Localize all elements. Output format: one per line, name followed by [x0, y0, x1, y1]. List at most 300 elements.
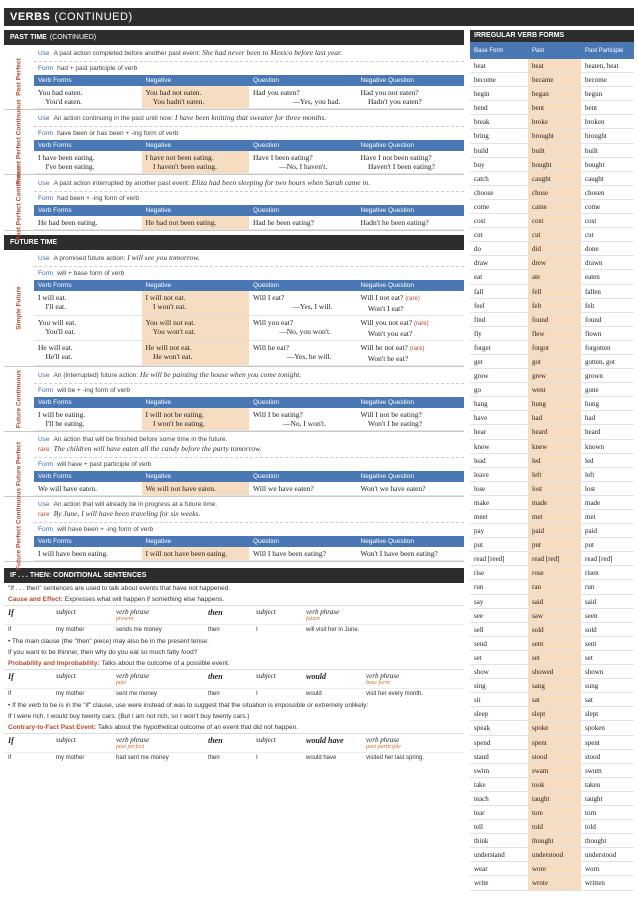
- past-form: fell: [528, 285, 581, 298]
- past-participle: run: [585, 583, 595, 592]
- conditional-example-row: [4, 688, 464, 700]
- tense-form: [34, 266, 464, 280]
- tense-name: Past Perfect Continuous: [15, 164, 23, 241]
- verb-forms-col: Question: [253, 282, 280, 289]
- base-form: take: [474, 780, 486, 789]
- base-form: bend: [474, 104, 488, 113]
- right-column: [470, 30, 634, 891]
- example-cell: Have I not been eating? Haven't I been eating?: [360, 153, 435, 171]
- form-label: Form: [38, 526, 54, 533]
- conditional-header-text: would: [306, 672, 327, 681]
- conditional-header-cell: [252, 736, 302, 750]
- past-form: came: [528, 200, 581, 213]
- past-participle: understood: [585, 851, 617, 860]
- rare-tag: (rare): [405, 296, 420, 302]
- past-form: sat: [528, 693, 581, 706]
- verb-forms-header: [34, 397, 464, 408]
- past-participle: grown: [585, 372, 603, 381]
- past-participle: thought: [585, 837, 607, 846]
- verb-forms-col: Question: [253, 207, 280, 214]
- tense-use: [34, 250, 464, 266]
- conditional-example-cell: If: [8, 755, 12, 761]
- past-form: bought: [528, 158, 581, 171]
- base-form: wear: [474, 865, 488, 874]
- base-form: hear: [474, 428, 487, 437]
- base-form: sell: [474, 625, 484, 634]
- verb-forms-col: Question: [253, 399, 280, 406]
- past-form: ate: [528, 270, 581, 283]
- tense-name: Past Perfect: [15, 58, 23, 96]
- base-form: tell: [474, 823, 483, 832]
- past-form: lost: [528, 482, 581, 495]
- example-cell: He will not eat. He won't eat.: [142, 341, 250, 365]
- tense-body: [34, 250, 464, 366]
- past-form: drew: [528, 256, 581, 269]
- use-label: Use: [38, 50, 50, 57]
- use-text: A past action interrupted by another past event:: [53, 180, 190, 187]
- base-form: speak: [474, 724, 490, 733]
- tense-use: [34, 110, 464, 126]
- past-participle: fallen: [585, 287, 601, 296]
- cause-note-example: If you want to be thinner, then why do you eat so much fatty food?: [8, 649, 198, 656]
- conditional-header-cell: [204, 736, 252, 750]
- conditional-header-text: verb phrase: [116, 672, 150, 680]
- past-participle: known: [585, 442, 605, 451]
- conditional-example-cell: will visit her in June.: [306, 627, 360, 633]
- use-text: An action continuing in the past until now:: [53, 115, 174, 122]
- conditional-example-cell: If: [8, 691, 12, 697]
- base-form: lose: [474, 484, 486, 493]
- past-form: paid: [528, 524, 581, 537]
- form-label: Form: [38, 387, 54, 394]
- base-form: find: [474, 315, 486, 324]
- tense-form: [34, 383, 464, 397]
- past-participle: brought: [585, 132, 607, 141]
- conditional-example-cell: I: [256, 627, 258, 633]
- conditional-example-cell: If: [8, 627, 12, 633]
- example-cell: I have been eating. I've been eating.: [38, 153, 95, 171]
- use-example: I have been knitting that sweater for three months.: [174, 113, 327, 122]
- verb-forms-col: Negative: [145, 142, 172, 149]
- past-participle: heard: [585, 428, 601, 437]
- example-text: Will you not eat?: [360, 318, 414, 327]
- form-text: will + base form of verb: [57, 270, 125, 277]
- past-form: read [red]: [528, 552, 581, 565]
- tense-use: [34, 45, 464, 61]
- example-row: [34, 482, 464, 496]
- tense-body: [34, 367, 464, 431]
- past-participle: read [red]: [585, 555, 613, 564]
- irregular-verb-row: [470, 144, 634, 158]
- use-text: An action that will be finished before some time in the future.: [53, 436, 228, 443]
- tense-body: [34, 497, 464, 561]
- past-participle: felt: [585, 301, 595, 310]
- irregular-verb-row: [470, 129, 634, 143]
- conditional-header-text: verb phrase: [306, 608, 340, 616]
- base-form: fall: [474, 287, 484, 296]
- past-form: bent: [528, 101, 581, 114]
- base-form: buy: [474, 160, 485, 169]
- irregular-verb-row: [470, 792, 634, 806]
- use-example: She had never been to Mexico before last year.: [202, 48, 342, 57]
- irregular-verb-row: [470, 707, 634, 721]
- page-title: VERBS: [10, 11, 51, 23]
- use-example: He will be painting the house when you come tonight.: [139, 370, 302, 379]
- base-form: become: [474, 76, 496, 85]
- conditional-header-cell: [302, 672, 362, 686]
- conditional-header-text: then: [208, 672, 223, 681]
- base-form: cut: [474, 231, 483, 240]
- past-form: swam: [528, 764, 581, 777]
- col-past: Past: [532, 47, 545, 54]
- irregular-verb-row: [470, 736, 634, 750]
- conditional-header-sub: past: [116, 680, 127, 686]
- example-cell: I will eat. I'll eat.: [38, 293, 67, 311]
- conditional-header-cell: [4, 672, 52, 686]
- cause-effect-table: [4, 605, 464, 636]
- irregular-verb-row: [470, 721, 634, 735]
- base-form: break: [474, 118, 490, 127]
- irregular-verb-row: [470, 482, 634, 496]
- example-cell: You had eaten. You'd eaten.: [38, 88, 83, 106]
- example-cell: Won't we have eaten?: [360, 484, 426, 493]
- irregular-verb-row: [470, 214, 634, 228]
- base-form: forget: [474, 343, 491, 352]
- tense-use: [34, 432, 464, 457]
- form-text: will be + -ing form of verb: [57, 387, 130, 394]
- cause-effect-text: Expresses what will happen if something else happens.: [64, 596, 225, 603]
- conditional-example-cell: visit her every month.: [366, 691, 424, 697]
- base-form: send: [474, 639, 487, 648]
- irregular-verb-row: [470, 158, 634, 172]
- probability-table: [4, 669, 464, 700]
- past-form: got: [528, 355, 581, 368]
- conditional-example-cell: sent me money: [116, 691, 158, 697]
- use-label: Use: [38, 501, 50, 508]
- irregular-verb-row: [470, 834, 634, 848]
- example-cell: You will not eat. You won't eat.: [142, 316, 250, 340]
- conditional-example-cell: would: [306, 691, 322, 697]
- past-participle: put: [585, 541, 594, 550]
- verb-forms-col: Verb Forms: [38, 142, 72, 149]
- conditional-header-text: subject: [56, 672, 76, 680]
- example-cell: I will be eating. I'll be eating.: [38, 410, 86, 428]
- example-cell: Will I not be eating? Won't I be eating?: [360, 410, 423, 428]
- irregular-verb-row: [470, 862, 634, 876]
- tense-use: [34, 497, 464, 522]
- past-form: sent: [528, 637, 581, 650]
- form-text: will have been + -ing form of verb: [57, 526, 154, 533]
- verb-forms-col: Negative Question: [360, 142, 414, 149]
- conditional-header: [4, 568, 464, 583]
- base-form: meet: [474, 513, 488, 521]
- tense-name: Future Perfect Continuous: [15, 488, 23, 570]
- conditional-header-cell: [52, 608, 112, 622]
- past-form: set: [528, 651, 581, 664]
- base-form: write: [474, 879, 489, 888]
- base-form: swim: [474, 766, 490, 775]
- example-cell: He had been eating.: [38, 218, 98, 227]
- past-time-sub: (CONTINUED): [49, 34, 97, 41]
- base-form: rise: [474, 569, 485, 578]
- verb-forms-col: Negative Question: [360, 282, 414, 289]
- example-cell: Hadn't he been eating?: [360, 218, 429, 227]
- verb-forms-col: Question: [253, 538, 280, 545]
- example-cell: Had you eaten? —Yes, you had.: [253, 88, 341, 106]
- past-form: spent: [528, 736, 581, 749]
- form-label: Form: [38, 270, 54, 277]
- irregular-verb-row: [470, 806, 634, 820]
- irregular-verb-row: [470, 242, 634, 256]
- rare-tag: rare: [38, 511, 50, 518]
- verb-forms-col: Negative: [145, 207, 172, 214]
- example-cell: We will have eaten.: [38, 484, 97, 493]
- conditional-header-sub: future: [306, 616, 321, 622]
- irregular-verb-row: [470, 468, 634, 482]
- page-title-sub: (CONTINUED): [54, 11, 133, 23]
- conditional-header-text: then: [208, 608, 223, 617]
- irregular-verb-row: [470, 115, 634, 129]
- past-participle: risen: [585, 569, 599, 578]
- past-form: grew: [528, 369, 581, 382]
- contrary-title: Contrary-to-Fact Past Event:: [8, 724, 97, 731]
- past-form: sang: [528, 679, 581, 692]
- tense-name: Future Continuous: [15, 369, 23, 429]
- irregular-verb-row: [470, 595, 634, 609]
- verb-forms-header: [34, 536, 464, 547]
- tense-side-label: [4, 367, 34, 431]
- example-text: Won't I eat?: [367, 304, 404, 313]
- past-form: stood: [528, 750, 581, 763]
- base-form: make: [474, 498, 490, 507]
- form-label: Form: [38, 461, 54, 468]
- example-cell: Had he been eating?: [253, 218, 315, 227]
- rare-tag: (rare): [413, 321, 429, 327]
- example-row: [34, 547, 464, 561]
- base-form: cost: [474, 217, 486, 226]
- tense-block: [4, 367, 464, 432]
- past-form: slept: [528, 707, 581, 720]
- example-cell: Won't I have been eating?: [360, 549, 438, 558]
- past-participle: eaten: [585, 273, 600, 282]
- past-form: spoke: [528, 721, 581, 734]
- verb-forms-col: Negative Question: [360, 207, 414, 214]
- past-participle: written: [585, 879, 605, 888]
- past-participle: flown: [585, 329, 602, 338]
- past-participle: become: [585, 76, 607, 85]
- past-form: had: [528, 411, 581, 424]
- conditional-example-cell: my mother: [56, 691, 85, 697]
- past-participle: shown: [585, 668, 604, 677]
- past-participle: swum: [585, 766, 602, 775]
- example-text: Will he not eat?: [360, 343, 410, 352]
- conditional-section: [4, 568, 464, 764]
- irregular-verb-row: [470, 397, 634, 411]
- past-form: knew: [528, 440, 581, 453]
- past-form: saw: [528, 609, 581, 622]
- page-title-bar: [4, 8, 634, 26]
- probability-title: Probability and Improbability:: [8, 660, 100, 667]
- irregular-verb-row: [470, 172, 634, 186]
- example-cell: [357, 341, 465, 365]
- conditional-example-row: [4, 752, 464, 764]
- tense-side-label: [4, 250, 34, 366]
- past-participle: gone: [585, 386, 599, 395]
- irregular-verbs-rows: [470, 59, 634, 891]
- conditional-example-cell: then: [208, 755, 220, 761]
- base-form: set: [474, 653, 482, 662]
- past-participle: led: [585, 456, 594, 465]
- verb-forms-header: [34, 205, 464, 216]
- verb-forms-col: Negative: [145, 282, 172, 289]
- probability-note-example: If I were rich, I would buy twenty cars. (But I am not rich, so I won't buy twenty cars.): [8, 713, 250, 720]
- example-cell: Will I be eating? —No, I won't.: [253, 410, 327, 428]
- irregular-verb-row: [470, 186, 634, 200]
- example-row: [34, 86, 464, 109]
- past-form: chose: [528, 186, 581, 199]
- conditional-intro: "If . . . then" sentences are used to talk about events that have not happened.: [8, 585, 231, 592]
- past-form: began: [528, 87, 581, 100]
- verb-forms-col: Negative: [145, 473, 172, 480]
- conditional-example-cell: I: [256, 691, 258, 697]
- conditional-header-cell: [112, 736, 204, 750]
- base-form: say: [474, 597, 484, 606]
- conditional-header-text: verb phrase: [366, 672, 400, 680]
- example-cell: Will I have been eating?: [253, 549, 326, 558]
- past-form: led: [528, 454, 581, 467]
- irregular-verb-row: [470, 355, 634, 369]
- irregular-verb-row: [470, 538, 634, 552]
- past-form: met: [528, 510, 581, 523]
- example-row: [34, 316, 464, 341]
- tense-side-label: [4, 432, 34, 496]
- base-form: lead: [474, 456, 486, 465]
- future-time-header: [4, 235, 464, 250]
- conditional-example-cell: then: [208, 691, 220, 697]
- past-form: ran: [528, 580, 581, 593]
- base-form: begin: [474, 90, 490, 99]
- irregular-verb-row: [470, 524, 634, 538]
- example-cell: Had you not eaten? Hadn't you eaten?: [360, 88, 422, 106]
- use-label: Use: [38, 372, 50, 379]
- conditional-example-cell: would have: [306, 755, 337, 761]
- use-example: Eliza had been sleeping for two hours when Sarah came in.: [191, 178, 371, 187]
- base-form: eat: [474, 273, 483, 282]
- conditional-header-cell: [4, 608, 52, 622]
- past-participle: come: [585, 202, 601, 211]
- conditional-header-cell: [112, 672, 204, 686]
- base-form: build: [474, 146, 489, 155]
- use-label: Use: [38, 436, 50, 443]
- verb-forms-col: Question: [253, 142, 280, 149]
- past-participle: sent: [585, 639, 597, 648]
- verb-forms-col: Verb Forms: [38, 538, 72, 545]
- base-form: have: [474, 414, 488, 423]
- conditional-header-cell: [4, 736, 52, 750]
- past-participle: hung: [585, 400, 599, 409]
- base-form: leave: [474, 470, 489, 479]
- example-cell: We will not have eaten.: [142, 482, 250, 495]
- tense-form: [34, 191, 464, 205]
- tense-block: [4, 432, 464, 497]
- past-participle: gotten, got: [585, 357, 615, 366]
- past-form: taught: [528, 792, 581, 805]
- example-text: Won't you eat?: [367, 329, 413, 338]
- conditional-header-row: [4, 669, 464, 688]
- irregular-verb-row: [470, 383, 634, 397]
- tense-block: [4, 164, 464, 241]
- verb-forms-col: Verb Forms: [38, 77, 72, 84]
- base-form: think: [474, 837, 489, 846]
- irregular-verb-row: [470, 440, 634, 454]
- past-participle: lost: [585, 484, 596, 493]
- base-form: catch: [474, 174, 489, 183]
- past-participle: taken: [585, 780, 601, 789]
- past-form: became: [528, 73, 581, 86]
- conditional-header-text: verb phrase: [366, 736, 400, 744]
- conditional-header-cell: [112, 608, 204, 622]
- example-cell: Will you eat? —No, you won't.: [253, 318, 332, 336]
- past-participle: cut: [585, 231, 594, 240]
- tense-block: [4, 45, 464, 110]
- past-participle: said: [585, 597, 597, 606]
- conditional-header-text: If: [8, 736, 14, 745]
- past-participle: bent: [585, 104, 598, 113]
- past-participle: made: [585, 498, 601, 507]
- irregular-verb-row: [470, 764, 634, 778]
- irregular-verb-row: [470, 270, 634, 284]
- irregular-verb-row: [470, 228, 634, 242]
- past-form: wore: [528, 862, 581, 875]
- past-form: beat: [528, 59, 581, 72]
- past-form: heard: [528, 425, 581, 438]
- past-form: flew: [528, 327, 581, 340]
- use-label: Use: [38, 180, 50, 187]
- rare-tag: (rare): [409, 346, 425, 352]
- tense-name: Present Perfect Continuous: [15, 99, 23, 185]
- conditional-header-text: subject: [56, 736, 76, 744]
- irregular-verb-row: [470, 566, 634, 580]
- conditional-header-cell: [252, 672, 302, 686]
- past-participle: taught: [585, 794, 603, 803]
- verb-forms-col: Negative: [145, 538, 172, 545]
- irregular-verb-row: [470, 637, 634, 651]
- base-form: hang: [474, 400, 488, 409]
- tense-name: Future Perfect: [15, 441, 23, 487]
- irregular-verb-row: [470, 256, 634, 270]
- conditional-header-sub: past participle: [366, 744, 401, 750]
- form-text: have been or has been + -ing form of verb: [57, 130, 179, 137]
- past-participle: done: [585, 245, 599, 254]
- future-time-blocks: [4, 250, 464, 570]
- probability-text: Talks about the outcome of a possible event.: [101, 660, 230, 667]
- tense-form: [34, 457, 464, 471]
- base-form: feel: [474, 301, 485, 310]
- base-form: beat: [474, 62, 486, 70]
- past-form: said: [528, 595, 581, 608]
- example-cell: He will eat. He'll eat.: [38, 343, 73, 361]
- past-form: built: [528, 144, 581, 157]
- past-participle: told: [585, 823, 596, 832]
- verb-forms-header: [34, 471, 464, 482]
- past-form: told: [528, 820, 581, 833]
- irregular-verb-row: [470, 848, 634, 862]
- base-form: know: [474, 442, 490, 451]
- past-form: made: [528, 496, 581, 509]
- past-participle: sold: [585, 625, 597, 634]
- base-form: put: [474, 541, 483, 550]
- base-form: understand: [474, 851, 505, 860]
